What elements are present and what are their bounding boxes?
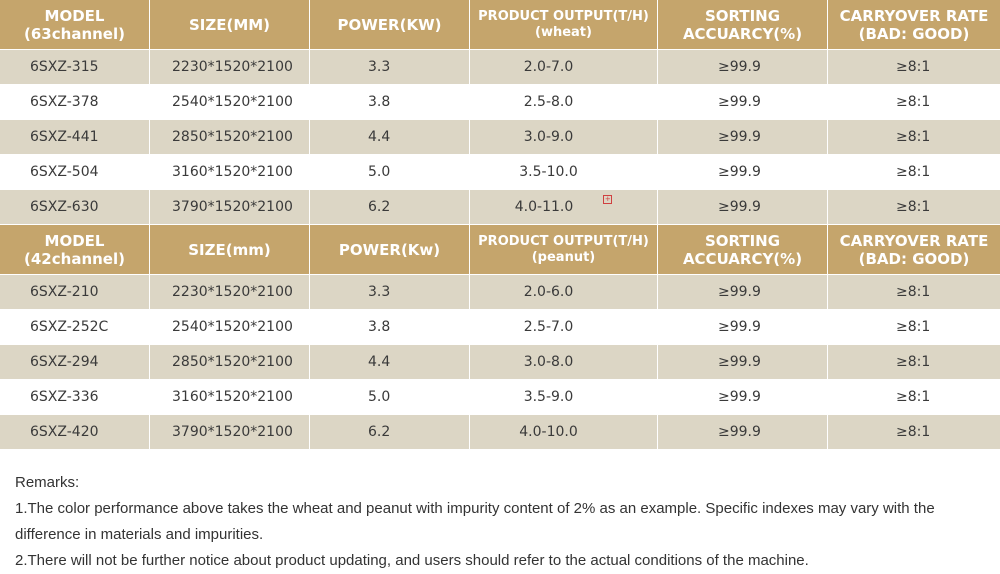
- cell-model: 6SXZ-252C: [0, 310, 150, 345]
- header-power: [310, 0, 470, 50]
- cell-output: 3.5-10.0: [470, 155, 658, 190]
- cell-output: [470, 190, 658, 225]
- cell-output: 3.0-9.0: [470, 120, 658, 155]
- cell-size: 3790*1520*2100: [150, 415, 310, 450]
- cell-accuracy: ≥99.9: [658, 415, 828, 450]
- table-row: [0, 310, 1000, 345]
- cell-model: 6SXZ-336: [0, 380, 150, 415]
- header-model: [0, 225, 150, 275]
- table-row: [0, 275, 1000, 310]
- cell-carryover: ≥8:1: [828, 275, 1000, 310]
- cell-carryover: ≥8:1: [828, 345, 1000, 380]
- header-accuracy-sub: ACCUARCY(%): [682, 249, 803, 268]
- table-header-63channel: [0, 0, 1000, 50]
- header-accuracy: [658, 225, 828, 275]
- cell-output: 2.0-6.0: [470, 275, 658, 310]
- table-row: [0, 380, 1000, 415]
- header-carryover: [828, 225, 1000, 275]
- cell-size: 2540*1520*2100: [150, 85, 310, 120]
- table-row: [0, 50, 1000, 85]
- cell-output: 2.5-7.0: [470, 310, 658, 345]
- cell-size: 2850*1520*2100: [150, 120, 310, 155]
- header-accuracy-label: SORTING: [704, 6, 781, 25]
- cell-power: 6.2: [310, 190, 470, 225]
- header-model-sub: (63channel): [24, 24, 125, 43]
- cell-accuracy: ≥99.9: [658, 380, 828, 415]
- cell-power: 3.8: [310, 85, 470, 120]
- cell-carryover: ≥8:1: [828, 50, 1000, 85]
- cell-size: 2850*1520*2100: [150, 345, 310, 380]
- header-power-label: POWER(Kw): [338, 240, 441, 259]
- cell-carryover: ≥8:1: [828, 85, 1000, 120]
- cell-accuracy: ≥99.9: [658, 275, 828, 310]
- cell-output-value: 4.0-11.0: [514, 199, 574, 215]
- cell-accuracy: ≥99.9: [658, 345, 828, 380]
- cell-accuracy: ≥99.9: [658, 310, 828, 345]
- header-accuracy: [658, 0, 828, 50]
- table-row: [0, 415, 1000, 450]
- header-output-sub: (wheat): [535, 24, 592, 40]
- remarks-line-1: 1.The color performance above takes the wheat and peanut with impurity content of 2% as an example. Specific indexes may vary with the difference in materials and impurities.: [15, 500, 935, 543]
- expand-marker-icon[interactable]: +: [604, 194, 611, 203]
- header-size-label: SIZE(MM): [188, 15, 271, 34]
- cell-size: 2540*1520*2100: [150, 310, 310, 345]
- cell-carryover: ≥8:1: [828, 155, 1000, 190]
- table-row: [0, 85, 1000, 120]
- cell-output: 3.0-8.0: [470, 345, 658, 380]
- remarks-section: [15, 470, 1000, 574]
- cell-power: 4.4: [310, 345, 470, 380]
- cell-power: 5.0: [310, 380, 470, 415]
- header-model-sub: (42channel): [24, 249, 125, 268]
- cell-size: 3790*1520*2100: [150, 190, 310, 225]
- remarks-title: Remarks:: [15, 474, 80, 491]
- header-accuracy-sub: ACCUARCY(%): [682, 24, 803, 43]
- cell-model: 6SXZ-630: [0, 190, 150, 225]
- cell-size: 2230*1520*2100: [150, 275, 310, 310]
- cell-power: 3.3: [310, 275, 470, 310]
- cell-carryover: ≥8:1: [828, 190, 1000, 225]
- cell-model: 6SXZ-441: [0, 120, 150, 155]
- cell-model: 6SXZ-504: [0, 155, 150, 190]
- cell-accuracy: ≥99.9: [658, 50, 828, 85]
- header-output: [470, 0, 658, 50]
- cell-accuracy: ≥99.9: [658, 85, 828, 120]
- header-size: [150, 0, 310, 50]
- table-row: [0, 190, 1000, 225]
- header-carryover-label: CARRYOVER RATE: [839, 231, 989, 250]
- remarks-line-2: 2.There will not be further notice about product updating, and users should refer to the actual conditions of the machine.: [15, 552, 809, 569]
- cell-model: 6SXZ-210: [0, 275, 150, 310]
- header-output-label: PRODUCT OUTPUT(T/H): [478, 233, 649, 249]
- cell-output: 4.0-10.0: [470, 415, 658, 450]
- header-carryover-sub: (BAD: GOOD): [858, 24, 970, 43]
- table-row: [0, 120, 1000, 155]
- header-output-sub: (peanut): [531, 249, 596, 265]
- cell-carryover: ≥8:1: [828, 120, 1000, 155]
- header-model-label: MODEL: [44, 6, 105, 25]
- cell-power: 3.8: [310, 310, 470, 345]
- cell-carryover: ≥8:1: [828, 380, 1000, 415]
- cell-output: 2.5-8.0: [470, 85, 658, 120]
- header-size-label: SIZE(mm): [188, 240, 271, 259]
- header-carryover-label: CARRYOVER RATE: [839, 6, 989, 25]
- cell-model: 6SXZ-378: [0, 85, 150, 120]
- header-power: [310, 225, 470, 275]
- header-power-label: POWER(KW): [337, 15, 442, 34]
- header-carryover-sub: (BAD: GOOD): [858, 249, 970, 268]
- header-size: [150, 225, 310, 275]
- cell-accuracy: ≥99.9: [658, 120, 828, 155]
- cell-size: 3160*1520*2100: [150, 380, 310, 415]
- cell-model: 6SXZ-420: [0, 415, 150, 450]
- header-output: [470, 225, 658, 275]
- cell-output: 3.5-9.0: [470, 380, 658, 415]
- table-row: [0, 345, 1000, 380]
- cell-size: 3160*1520*2100: [150, 155, 310, 190]
- cell-power: 6.2: [310, 415, 470, 450]
- cell-size: 2230*1520*2100: [150, 50, 310, 85]
- cell-carryover: ≥8:1: [828, 415, 1000, 450]
- header-model: [0, 0, 150, 50]
- header-output-label: PRODUCT OUTPUT(T/H): [478, 8, 649, 24]
- header-carryover: [828, 0, 1000, 50]
- table-header-42channel: [0, 225, 1000, 275]
- header-accuracy-label: SORTING: [704, 231, 781, 250]
- table-row: [0, 155, 1000, 190]
- header-model-label: MODEL: [44, 231, 105, 250]
- cell-power: 4.4: [310, 120, 470, 155]
- cell-model: 6SXZ-294: [0, 345, 150, 380]
- cell-accuracy: ≥99.9: [658, 155, 828, 190]
- cell-model: 6SXZ-315: [0, 50, 150, 85]
- cell-carryover: ≥8:1: [828, 310, 1000, 345]
- cell-power: 5.0: [310, 155, 470, 190]
- cell-accuracy: ≥99.9: [658, 190, 828, 225]
- cell-power: 3.3: [310, 50, 470, 85]
- cell-output: 2.0-7.0: [470, 50, 658, 85]
